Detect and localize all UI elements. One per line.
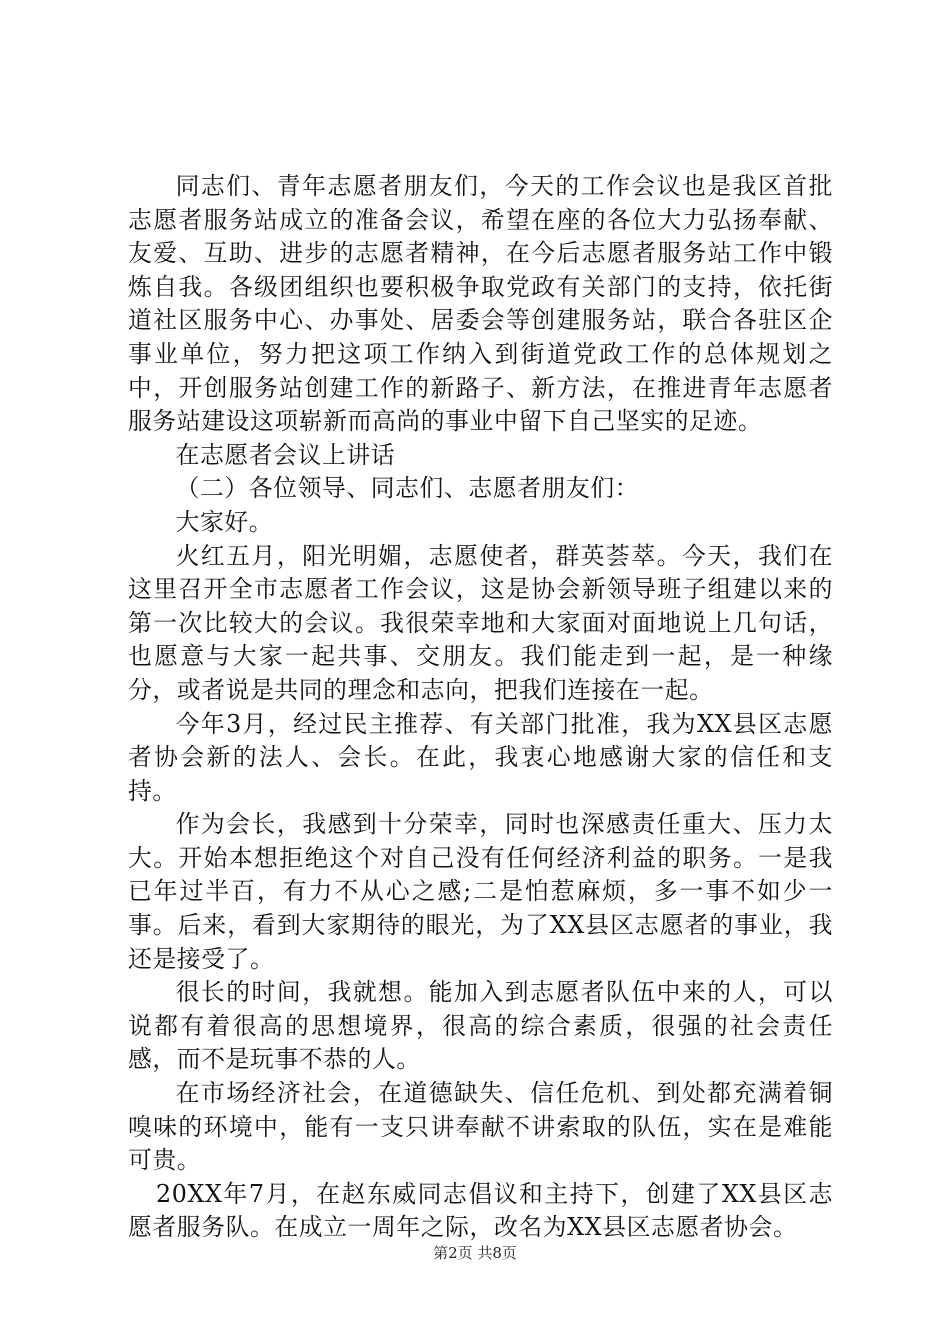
paragraph-may-meeting: 火红五月，阳光明媚，志愿使者，群英荟萃。今天，我们在这里召开全市志愿者工作会议，这是协会新领导班子组建以来的第一次比较大的会议。我很荣幸地和大家面对面地说上几句话，也愿意与大家一起共事、交朋友。我们能走到一起，是一种缘分，或者说是共同的理念和志向，把我们连接在一起。 — [128, 541, 833, 704]
section-title: 在志愿者会议上讲话 — [175, 440, 396, 469]
greeting: 大家好。 — [175, 507, 274, 536]
document-body — [128, 170, 833, 1245]
paragraph-as-president: 作为会长，我感到十分荣幸，同时也深感责任重大、压力太大。开始本想拒绝这个对自己没有任何经济利益的职务。一是我已年过半百，有力不从心之感;二是怕惹麻烦，多一事不如少一事。后来，看到大家期待的眼光，为了XX县区志愿者的事业，我还是接受了。 — [128, 810, 833, 973]
paragraph-founding: 20XX年7月，在赵东威同志倡议和主持下，创建了XX县区志愿者服务队。在成立一周年之际，改名为XX县区志愿者协会。 — [128, 1179, 833, 1242]
page-number: 第2页 共8页 — [433, 1244, 517, 1262]
paragraph-market-economy: 在市场经济社会，在道德缺失、信任危机、到处都充满着铜嗅味的环境中，能有一支只讲奉献不讲索取的队伍，实在是难能可贵。 — [128, 1079, 833, 1175]
paragraph-election: 今年3月，经过民主推荐、有关部门批准，我为XX县区志愿者协会新的法人、会长。在此，我衷心地感谢大家的信任和支持。 — [128, 709, 833, 805]
paragraph-long-time: 很长的时间，我就想。能加入到志愿者队伍中来的人，可以说都有着很高的思想境界，很高的综合素质，很强的社会责任感，而不是玩事不恭的人。 — [128, 978, 833, 1074]
page-footer — [0, 1243, 950, 1263]
salutation: （二）各位领导、同志们、志愿者朋友们： — [175, 474, 640, 503]
paragraph-volunteer-stations: 同志们、青年志愿者朋友们，今天的工作会议也是我区首批志愿者服务站成立的准备会议，希望在座的各位大力弘扬奉献、友爱、互助、进步的志愿者精神，在今后志愿者服务站工作中锻炼自我。各级团组织也要积极争取党政有关部门的支持，依托街道社区服务中心、办事处、居委会等创建服务站，联合各驻区企事业单位，努力把这项工作纳入到街道党政工作的总体规划之中，开创服务站创建工作的新路子、新方法，在推进青年志愿者服务站建设这项崭新而高尚的事业中留下自己坚实的足迹。 — [128, 172, 833, 436]
